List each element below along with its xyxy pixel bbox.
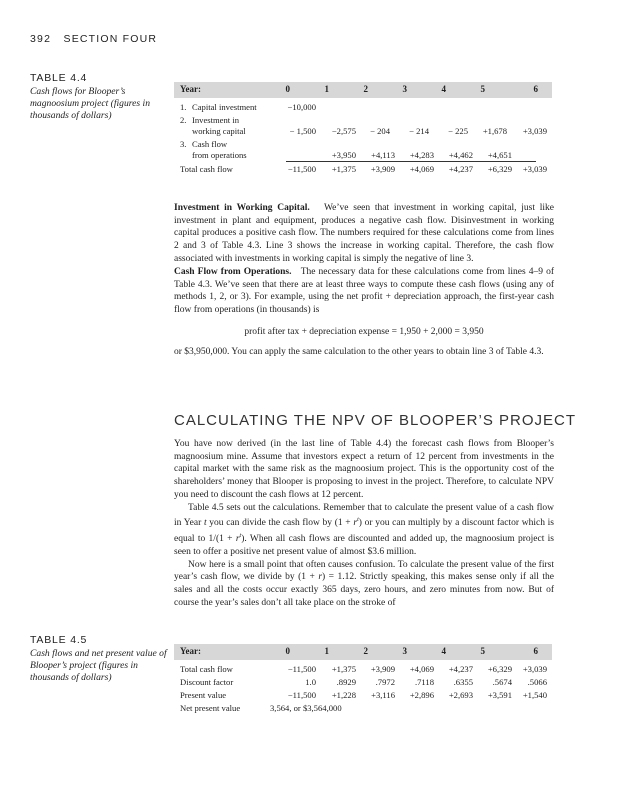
- table-cell: −10,000: [287, 102, 316, 112]
- year-label: Year:: [180, 84, 201, 94]
- equation: profit after tax + depreciation expense = 1,950 + 2,000 = 3,950: [244, 327, 484, 337]
- run-in-head: Investment in Working Capital.: [174, 203, 310, 213]
- year-header: 3: [402, 84, 407, 94]
- year-header: 6: [533, 84, 538, 94]
- table-4-5-caption: [30, 634, 170, 684]
- table-cell: .5066: [527, 677, 547, 687]
- row-number: 2.: [180, 115, 187, 125]
- table-4-5-label: TABLE 4.5: [30, 634, 88, 646]
- year-header: 2: [363, 84, 368, 94]
- table-cell: +4,237: [448, 164, 473, 174]
- table-cell: +6,329: [487, 664, 512, 674]
- row-label: Net present value: [180, 703, 241, 713]
- npv-value: 3,564, or $3,564,000: [270, 703, 342, 713]
- table-4-4-caption: [30, 72, 170, 122]
- table-cell: −11,500: [287, 664, 316, 674]
- table-4-5-body: [174, 660, 552, 724]
- wc-paragraph: [174, 202, 554, 266]
- table-cell: − 1,500: [289, 126, 316, 136]
- table-cell: .8929: [336, 677, 356, 687]
- table-cell: +3,909: [370, 664, 395, 674]
- row-number: 3.: [180, 139, 187, 149]
- year-header: 0: [285, 646, 290, 656]
- table-cell: +3,909: [370, 164, 395, 174]
- page-number: 392: [30, 33, 52, 45]
- table-4-4-body: [174, 98, 552, 198]
- year-header: 3: [402, 646, 407, 656]
- paragraph-text: We’ve seen that investment in working capital, just like investment in plant and equipment, produces a negative cash flow. Disinvestment in working capital produces a positive cash flow. The numbers required for these calculations come from lines 2 and 3 of Table 4.3. Line 3 shows the increase in working capital. Therefore, the cash flow associated with investments in working capital is simply the negative of line 3.: [174, 203, 554, 264]
- table-cell: +4,069: [409, 164, 434, 174]
- table-cell: − 225: [448, 126, 468, 136]
- row-label: Present value: [180, 690, 227, 700]
- table-cell: +4,237: [448, 664, 473, 674]
- table-cell: − 204: [370, 126, 390, 136]
- row-label: Capital investment: [192, 102, 257, 112]
- table-cell: +1,678: [482, 126, 507, 136]
- table-cell: +3,950: [331, 150, 356, 160]
- table-cell: +4,069: [409, 664, 434, 674]
- row-number: 1.: [180, 102, 187, 112]
- row-label: Total cash flow: [180, 664, 233, 674]
- table-cell: −2,575: [331, 126, 356, 136]
- paragraph-text: Now here is a small point that often causes confusion. To calculate the present value of the first year’s cash flow, we divide by (1 + r) = 1.12. Strictly speaking, this makes sense only if all the sales and all the costs occur exactly 365 days, zero hours, and zero minutes from now. But of course the year’s sales don’t all take place on the stroke of: [174, 559, 554, 608]
- table-cell: +3,591: [487, 690, 512, 700]
- table-4-5-caption-text: Cash flows and net present value of Blooper’s project (figures in thousands of dollars): [30, 648, 167, 683]
- table-cell: +4,283: [409, 150, 434, 160]
- table-cell: +6,329: [487, 164, 512, 174]
- year-header: 2: [363, 646, 368, 656]
- paragraph-text: The necessary data for these calculations come from lines 4–9 of Table 4.3. We’ve seen that there are at least three ways to compute these cash flows (using any of methods 1, 2, or 3). For example, using the net profit + depreciation approach, the first-year cash flow from operations (in thousands) is: [174, 267, 554, 316]
- table-cell: +3,039: [522, 664, 547, 674]
- table-cell: − 214: [409, 126, 429, 136]
- running-head: [30, 33, 157, 45]
- paragraph-text: Table 4.5 sets out the calculations. Remember that to calculate the present value of a cash flow in Year t you can divide the cash flow by $(1 + r^t)$ or you can multiply by a discount factor which is equal to $1/(1 + r^t)$. When all cash flows are discounted and added up, the magnoosium project is seen to offer a positive net present value of almost $3.6 million.: [174, 502, 555, 557]
- table-4-4-caption-text: Cash flows for Blooper’s magnoosium project (figures in thousands of dollars): [30, 86, 151, 121]
- year-header: 6: [533, 646, 538, 656]
- table-cell: −11,500: [287, 690, 316, 700]
- table-4-4: [174, 82, 552, 182]
- npv-section-text: [174, 438, 554, 609]
- year-header: 1: [324, 646, 329, 656]
- table-cell: +3,039: [522, 164, 547, 174]
- table-cell: +3,039: [522, 126, 547, 136]
- table-cell: .6355: [453, 677, 473, 687]
- row-label: Total cash flow: [180, 164, 233, 174]
- year-header: 0: [285, 84, 290, 94]
- subtotal-rule: [286, 161, 536, 162]
- table-4-4-header: [174, 82, 552, 98]
- paragraph-text: You have now derived (in the last line of Table 4.4) the forecast cash flows from Blooper’s magnoosium mine. Assume that investors expect a return of 12 percent from investments in the capital market with the same risk as the magnoosium project. This is the opportunity cost of the shareholders’ money that Blooper is proposing to invest in the project. Therefore, to calculate NPV you need to discount the cash flows at 12 percent.: [174, 439, 554, 500]
- table-cell: +1,375: [331, 664, 356, 674]
- table-cell: +4,462: [448, 150, 473, 160]
- year-header: 1: [324, 84, 329, 94]
- section-heading: CALCULATING THE NPV OF BLOOPER’S PROJECT: [174, 412, 577, 429]
- row-label: from operations: [192, 150, 247, 160]
- table-cell: −11,500: [287, 164, 316, 174]
- ops-after-paragraph: [174, 346, 554, 359]
- ops-paragraph: [174, 266, 554, 317]
- table-cell: .7972: [375, 677, 395, 687]
- year-header: 5: [480, 646, 485, 656]
- row-label: working capital: [192, 126, 246, 136]
- table-cell: .5674: [492, 677, 512, 687]
- row-label: Cash flow: [192, 139, 228, 149]
- table-cell: +1,540: [522, 690, 547, 700]
- row-label: Investment in: [192, 115, 240, 125]
- year-label: Year:: [180, 646, 201, 656]
- year-header: 4: [441, 84, 446, 94]
- table-cell: +4,651: [487, 150, 512, 160]
- section-name: SECTION FOUR: [63, 33, 158, 45]
- table-4-4-label: TABLE 4.4: [30, 72, 88, 84]
- year-header: 4: [441, 646, 446, 656]
- run-in-head: Cash Flow from Operations.: [174, 267, 292, 277]
- table-cell: 1.0: [305, 677, 316, 687]
- table-4-5: [174, 644, 552, 724]
- table-cell: +3,116: [371, 690, 395, 700]
- row-label: Discount factor: [180, 677, 234, 687]
- paragraph-text: or $3,950,000. You can apply the same calculation to the other years to obtain line 3 of Table 4.3.: [174, 347, 544, 357]
- table-cell: +1,375: [331, 164, 356, 174]
- table-cell: +2,693: [448, 690, 473, 700]
- table-4-5-header: [174, 644, 552, 660]
- year-header: 5: [480, 84, 485, 94]
- table-cell: +2,896: [409, 690, 434, 700]
- table-cell: +1,228: [331, 690, 356, 700]
- table-cell: +4,113: [371, 150, 395, 160]
- table-cell: .7118: [414, 677, 434, 687]
